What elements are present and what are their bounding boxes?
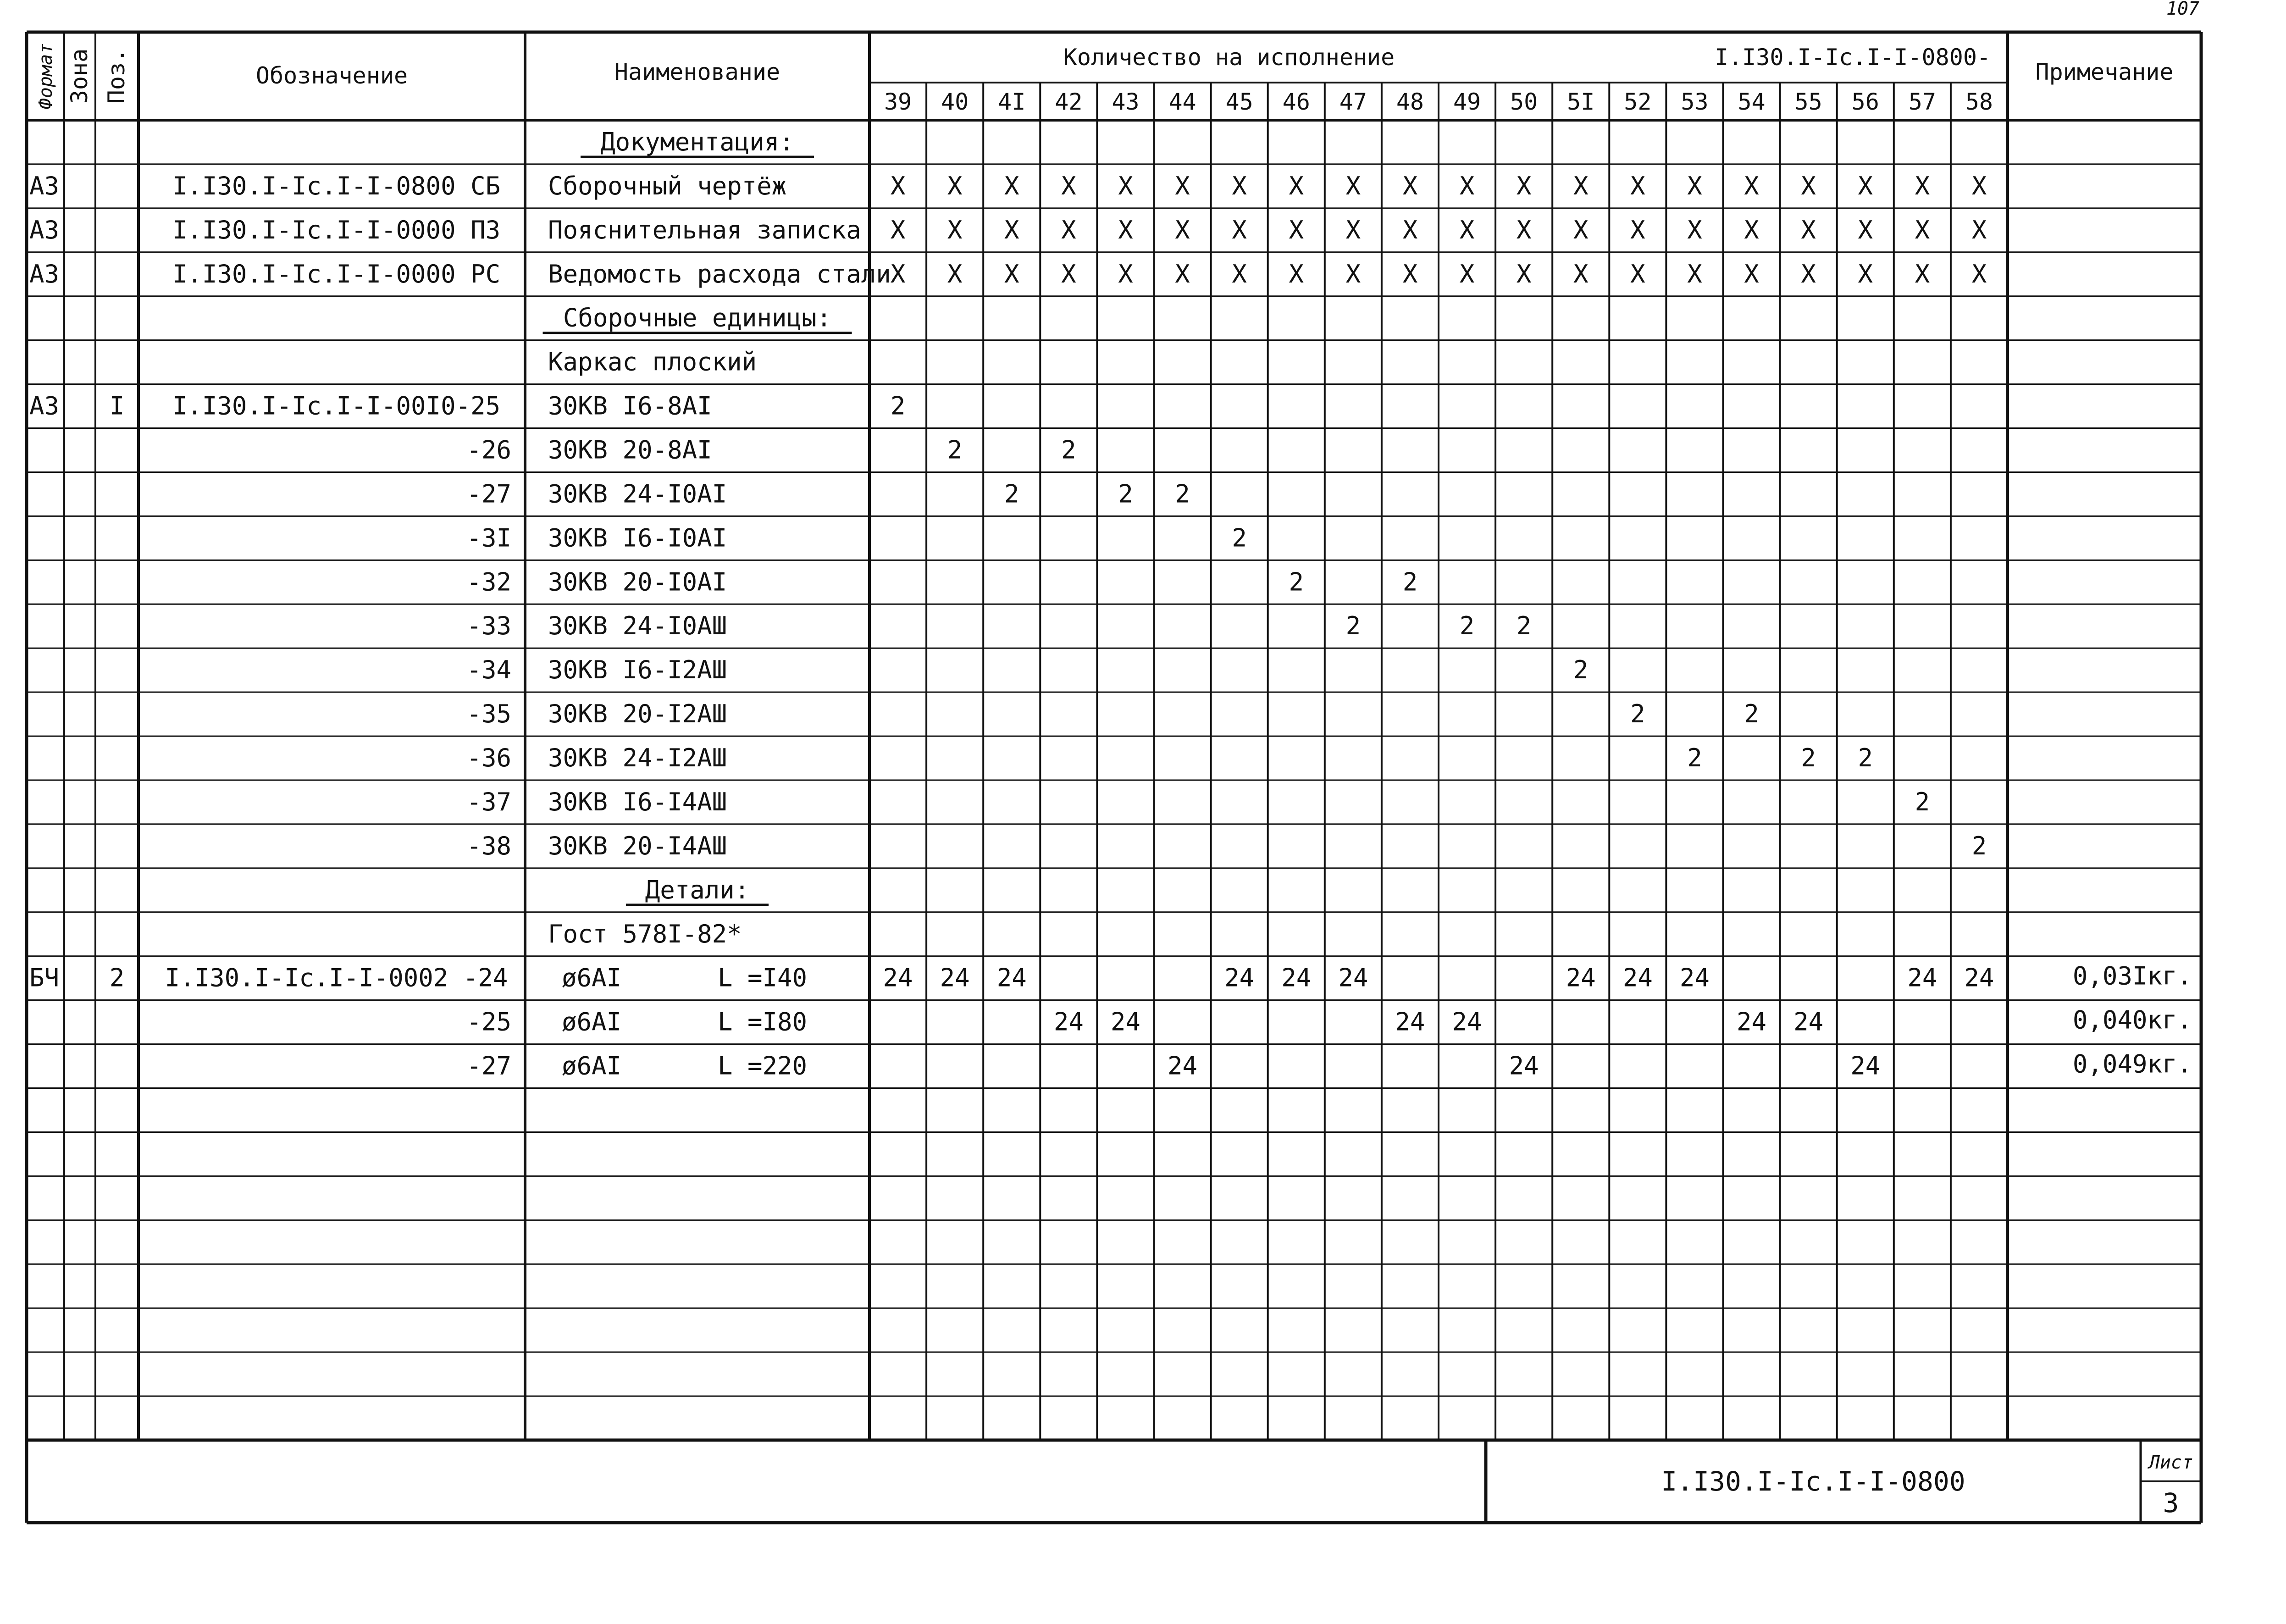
name-cell: 30КВ I6-8АI <box>548 391 712 421</box>
quantity-cell: X <box>1175 171 1190 200</box>
quantity-cell: 24 <box>1793 1007 1824 1036</box>
quantity-cell: X <box>1402 215 1418 244</box>
variant-header: 40 <box>941 89 969 115</box>
quantity-cell: X <box>1573 215 1589 244</box>
length-cell: L =I80 <box>718 1007 808 1036</box>
quantity-cell: X <box>890 215 906 244</box>
format-cell: А3 <box>29 171 60 200</box>
quantity-cell: 2 <box>1345 611 1361 641</box>
format-cell: А3 <box>29 215 60 244</box>
quantity-cell: X <box>947 171 963 200</box>
table-row <box>29 216 1987 244</box>
quantity-cell: X <box>1915 171 1930 200</box>
quantity-cell: X <box>1630 171 1645 200</box>
designation-cell: -26 <box>466 435 511 465</box>
variant-header: 43 <box>1112 89 1140 115</box>
name-cell: Гост 578I-82* <box>548 919 742 948</box>
note-header: Примечание <box>2035 59 2174 85</box>
name-cell: ø6АI <box>562 1051 622 1081</box>
note-cell: 0,049кг. <box>2072 1049 2192 1079</box>
quantity-cell: X <box>1061 215 1076 244</box>
table-row <box>29 962 2192 992</box>
quantity-cell: X <box>1289 259 1304 288</box>
variant-header: 47 <box>1339 89 1367 115</box>
designation-cell: -36 <box>466 743 511 773</box>
designation-cell: -34 <box>466 655 511 685</box>
quantity-cell: 24 <box>1737 1007 1767 1036</box>
name-cell: ø6АI <box>562 963 622 992</box>
quantity-cell: 2 <box>1175 479 1190 509</box>
variant-header: 52 <box>1624 89 1652 115</box>
quantity-cell: X <box>1459 259 1475 288</box>
quantity-cell: X <box>1687 215 1702 244</box>
designation-cell: -3I <box>466 523 511 553</box>
quantity-cell: X <box>890 259 906 288</box>
designation-cell: -37 <box>466 787 511 816</box>
quantity-cell: 2 <box>1630 699 1645 729</box>
quantity-cell: 2 <box>890 391 906 421</box>
doc-number: I.I30.I-Ic.I-I-0800 <box>1661 1466 1965 1497</box>
quantity-cell: X <box>1858 259 1873 288</box>
quantity-cell: 2 <box>1801 743 1816 773</box>
quantity-cell: X <box>1971 215 1987 244</box>
variant-header: 57 <box>1908 89 1936 115</box>
quantity-cell: X <box>1630 259 1645 288</box>
quantity-cell: X <box>1118 171 1133 200</box>
designation-header: Обозначение <box>255 62 408 89</box>
quantity-cell: X <box>1345 171 1361 200</box>
name-cell: Пояснительная записка <box>548 215 861 244</box>
table-row <box>581 127 814 157</box>
variant-header: 44 <box>1168 89 1196 115</box>
quantity-cell: X <box>1801 259 1816 288</box>
quantity-cell: 2 <box>1573 655 1589 685</box>
quantity-cell: X <box>947 259 963 288</box>
quantity-cell: X <box>1004 215 1019 244</box>
zone-header: Зона <box>66 48 93 104</box>
quantity-cell: X <box>1516 215 1532 244</box>
quantity-cell: 2 <box>1858 743 1873 773</box>
table-row <box>466 831 1987 860</box>
table-row <box>466 523 1246 552</box>
variant-header: 42 <box>1055 89 1083 115</box>
table-row <box>466 611 1531 640</box>
pos-header: Поз. <box>103 48 130 104</box>
quantity-cell: X <box>1971 171 1987 200</box>
quantity-cell: 2 <box>1971 831 1987 860</box>
quantity-cell: X <box>1687 259 1702 288</box>
variant-header: 50 <box>1510 89 1538 115</box>
designation-cell: -27 <box>466 479 511 509</box>
quantity-cell: 2 <box>1687 743 1702 773</box>
quantity-cell: X <box>1289 215 1304 244</box>
quantity-cell: 2 <box>1516 611 1532 641</box>
name-cell: 30КВ 20-I0АI <box>548 567 727 597</box>
quantity-cell: X <box>1801 171 1816 200</box>
designation-cell: -33 <box>466 611 511 641</box>
variant-header: 53 <box>1681 89 1709 115</box>
table-row <box>29 392 905 421</box>
quantity-cell: 24 <box>1964 963 1994 992</box>
name-cell: 30КВ 24-I0АI <box>548 479 727 509</box>
name-cell: ø6АI <box>562 1007 622 1036</box>
variant-header: 4I <box>998 89 1026 115</box>
quantity-cell: X <box>890 171 906 200</box>
format-header: Формат <box>35 43 56 110</box>
quantity-cell: X <box>1118 215 1133 244</box>
length-cell: L =220 <box>718 1051 808 1081</box>
quantity-cell: X <box>1402 171 1418 200</box>
quantity-cell: 2 <box>1232 523 1247 553</box>
sheet-label: Лист <box>2148 1452 2193 1473</box>
quantity-cell: 24 <box>1850 1051 1881 1081</box>
sheet-number: 3 <box>2163 1487 2179 1519</box>
variant-header: 45 <box>1225 89 1253 115</box>
quantity-cell: 24 <box>1452 1007 1482 1036</box>
variant-header: 39 <box>884 89 912 115</box>
designation-cell: I.I30.I-Ic.I-I-0002 -24 <box>165 963 508 992</box>
designation-cell: I.I30.I-Ic.I-I-0000 РС <box>172 259 501 288</box>
name-cell: 30КВ 20-I4АШ <box>548 831 727 860</box>
table-row <box>466 743 1873 772</box>
note-cell: 0,03Iкг. <box>2072 961 2192 991</box>
quantity-cell: X <box>1345 215 1361 244</box>
quantity-cell: X <box>1232 259 1247 288</box>
quantity-cell: 24 <box>1168 1051 1198 1081</box>
quantity-cell: X <box>1971 259 1987 288</box>
table-grid <box>27 32 2201 1523</box>
quantity-cell: 2 <box>1459 611 1475 641</box>
variant-header: 5I <box>1567 89 1595 115</box>
table-row <box>466 567 1417 596</box>
table-row <box>626 876 769 905</box>
variant-header: 48 <box>1396 89 1424 115</box>
length-cell: L =I40 <box>718 963 808 992</box>
name-cell: 30КВ 20-I2АШ <box>548 699 727 729</box>
section-title: Документация: <box>600 127 794 156</box>
quantity-cell: X <box>1118 259 1133 288</box>
quantity-cell: X <box>1061 259 1076 288</box>
table-row <box>466 699 1759 728</box>
quantity-cell: X <box>1744 171 1759 200</box>
quantity-cell: X <box>1630 215 1645 244</box>
table-row <box>543 304 852 333</box>
quantity-cell: 24 <box>1566 963 1596 992</box>
name-cell: Каркас плоский <box>548 347 757 377</box>
table-row <box>466 787 1930 816</box>
quantity-cell: 2 <box>1004 479 1019 509</box>
name-cell: 30КВ 20-8АI <box>548 435 712 465</box>
quantity-cell: X <box>1516 259 1532 288</box>
quantity-cell: 24 <box>996 963 1027 992</box>
quantity-cell: 24 <box>1053 1007 1084 1036</box>
name-cell: Ведомость расхода стали <box>548 259 891 288</box>
designation-cell: -32 <box>466 567 511 597</box>
pos-cell: I <box>109 391 125 421</box>
section-title: Сборочные единицы: <box>563 303 832 333</box>
table-row <box>466 479 1190 508</box>
quantity-cell: X <box>1345 259 1361 288</box>
designation-cell: I.I30.I-Ic.I-I-00I0-25 <box>172 391 501 421</box>
variant-header: 54 <box>1738 89 1766 115</box>
pos-cell: 2 <box>109 963 125 992</box>
quantity-cell: 24 <box>1395 1007 1425 1036</box>
quantity-cell: 24 <box>1509 1051 1539 1081</box>
variant-header: 56 <box>1851 89 1879 115</box>
quantity-cell: X <box>1175 259 1190 288</box>
format-cell: А3 <box>29 259 60 288</box>
quantity-cell: 24 <box>1110 1007 1140 1036</box>
variant-header: 55 <box>1794 89 1822 115</box>
name-cell: 30КВ I6-I0АI <box>548 523 727 553</box>
quantity-cell: X <box>1459 215 1475 244</box>
quantity-cell: 24 <box>1281 963 1312 992</box>
quantity-cell: X <box>1004 171 1019 200</box>
table-row <box>548 920 742 948</box>
sheet-corner-mark: 107 <box>2166 0 2200 19</box>
quantity-cell: X <box>1915 259 1930 288</box>
quantity-cell: X <box>1573 171 1589 200</box>
quantity-cell: 24 <box>1338 963 1368 992</box>
format-cell: БЧ <box>29 963 60 992</box>
quantity-cell: X <box>1858 215 1873 244</box>
designation-cell: I.I30.I-Ic.I-I-0000 ПЗ <box>172 215 501 244</box>
quantity-cell: X <box>1687 171 1702 200</box>
quantity-cell: X <box>1858 171 1873 200</box>
quantity-cell: 2 <box>1118 479 1133 509</box>
quantity-cell: X <box>1232 215 1247 244</box>
table-row <box>29 260 1987 288</box>
name-cell: Сборочный чертёж <box>548 171 787 200</box>
quantity-cell: 2 <box>1289 567 1304 597</box>
note-cell: 0,040кг. <box>2072 1005 2192 1035</box>
quantity-cell: X <box>1915 215 1930 244</box>
table-row <box>466 436 1076 465</box>
section-title: Детали: <box>645 875 750 904</box>
designation-cell: I.I30.I-Ic.I-I-0800 СБ <box>172 171 501 200</box>
table-row <box>548 348 757 377</box>
format-cell: А3 <box>29 391 60 421</box>
quantity-cell: 24 <box>1679 963 1710 992</box>
quantity-cell: 2 <box>1744 699 1759 729</box>
quantity-cell: X <box>1801 215 1816 244</box>
name-cell: 30КВ I6-I2АШ <box>548 655 727 685</box>
quantity-cell: X <box>1744 215 1759 244</box>
quantity-cell: 2 <box>1915 787 1930 816</box>
quantity-cell: X <box>1004 259 1019 288</box>
quantity-cell: X <box>1459 171 1475 200</box>
quantity-cell: X <box>1061 171 1076 200</box>
quantity-cell: X <box>1289 171 1304 200</box>
title-block <box>1486 1440 2201 1523</box>
table-row <box>466 1006 2192 1036</box>
designation-cell: -38 <box>466 831 511 860</box>
quantity-cell: 24 <box>940 963 970 992</box>
quantity-cell: 2 <box>1061 435 1076 465</box>
quantity-cell: X <box>947 215 963 244</box>
name-cell: 30КВ 24-I2АШ <box>548 743 727 773</box>
quantity-cell: X <box>1744 259 1759 288</box>
variant-header: 46 <box>1282 89 1310 115</box>
quantity-cell: X <box>1516 171 1532 200</box>
quantity-cell: X <box>1402 259 1418 288</box>
designation-cell: -27 <box>466 1051 511 1081</box>
quantity-base-code: I.I30.I-Ic.I-I-0800- <box>1714 44 1991 71</box>
table-row <box>466 655 1588 684</box>
quantity-cell: X <box>1175 215 1190 244</box>
quantity-header: Количество на исполнение <box>1063 44 1395 71</box>
quantity-cell: 24 <box>1224 963 1255 992</box>
table-header <box>35 43 2174 115</box>
quantity-cell: 2 <box>1402 567 1418 597</box>
name-cell: 30КВ 24-I0АШ <box>548 611 727 641</box>
variant-header: 58 <box>1965 89 1993 115</box>
name-header: Наименование <box>614 59 780 85</box>
quantity-cell: 24 <box>883 963 913 992</box>
designation-cell: -35 <box>466 699 511 729</box>
designation-cell: -25 <box>466 1007 511 1036</box>
quantity-cell: 24 <box>1622 963 1653 992</box>
table-row <box>466 1050 2192 1081</box>
table-row <box>29 172 1987 200</box>
name-cell: 30КВ I6-I4АШ <box>548 787 727 816</box>
quantity-cell: X <box>1232 171 1247 200</box>
quantity-cell: 2 <box>947 435 963 465</box>
quantity-cell: X <box>1573 259 1589 288</box>
quantity-cell: 24 <box>1907 963 1937 992</box>
variant-header: 49 <box>1453 89 1481 115</box>
